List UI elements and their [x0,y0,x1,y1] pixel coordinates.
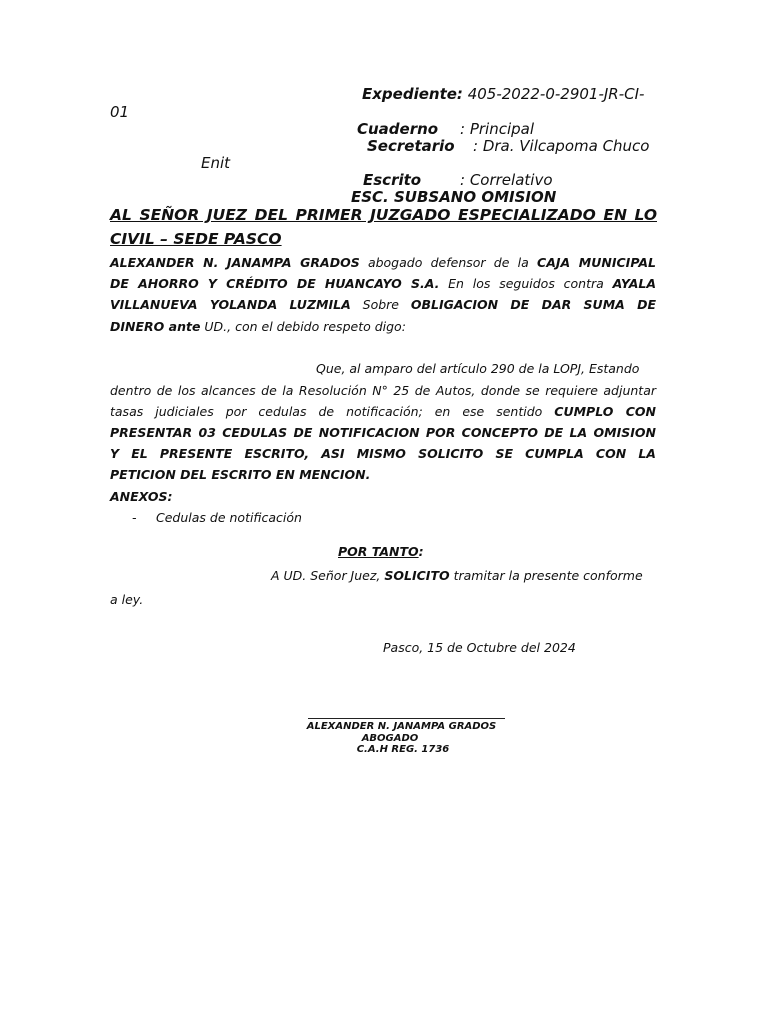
secretario-label: Secretario [367,137,455,155]
body-line-4: PRESENTAR 03 CEDULAS DE NOTIFICACION POR CONCEPTO DE LA OMISION [110,425,656,440]
expediente-value: 405-2022-0-2901-JR-CI- [467,85,645,103]
escrito-value: : Correlativo [460,171,553,189]
date-line: Pasco, 15 de Octubre del 2024 [383,640,576,655]
addressee-title-line1: AL SEÑOR JUEZ DEL PRIMER JUZGADO ESPECIALIZADO EN LO [110,206,657,224]
escrito-label: Escrito [363,171,422,189]
por-tanto-line-1: A UD. Señor Juez, SOLICITO tramitar la presente conforme [271,568,643,583]
intro-line-1: ALEXANDER N. JANAMPA GRADOS abogado defensor de la CAJA MUNICIPAL [110,255,656,270]
expediente-value-wrap: 01 [110,103,130,121]
intro-line-2: DE AHORRO Y CRÉDITO DE HUANCAYO S.A. En los seguidos contra AYALA [110,276,657,291]
signature-line [308,718,505,719]
intro-line-3: VILLANUEVA YOLANDA LUZMILA Sobre OBLIGACION DE DAR SUMA DE [110,297,657,312]
secretario-value: : Dra. Vilcapoma Chuco [473,137,650,155]
body-line-1: Que, al amparo del artículo 290 de la LOPJ, Estando [316,361,640,376]
expediente-label: Expediente: [362,85,463,103]
body-line-2: dentro de los alcances de la Resolución N° 25 de Autos, donde se requiere adjuntar [110,383,656,398]
anexos-label: ANEXOS: [110,489,173,504]
body-line-5: Y EL PRESENTE ESCRITO, ASI MISMO SOLICITO SE CUMPLA CON LA [110,446,656,461]
cuaderno-value: : Principal [460,120,535,138]
secretario-value-wrap: Enit [201,154,231,172]
signature-name: ALEXANDER N. JANAMPA GRADOS [306,721,497,732]
signature-role: ABOGADO [361,733,419,744]
addressee-title-line2: CIVIL – SEDE PASCO [110,230,282,248]
anexos-bullet: - [132,510,137,525]
sumilla: ESC. SUBSANO OMISION [351,188,557,206]
body-line-3: tasas judiciales por cedulas de notificación; en ese sentido CUMPLO CON [110,404,656,419]
intro-line-4: DINERO ante UD., con el debido respeto digo: [110,319,406,334]
cuaderno-label: Cuaderno [357,120,439,138]
expediente-line [362,85,644,103]
anexos-item: Cedulas de notificación [156,510,302,525]
body-line-6: PETICION DEL ESCRITO EN MENCION. [110,467,371,482]
por-tanto-line-2: a ley. [110,592,144,607]
por-tanto-heading: POR TANTO: [338,544,424,559]
signature-registration: C.A.H REG. 1736 [356,744,450,755]
